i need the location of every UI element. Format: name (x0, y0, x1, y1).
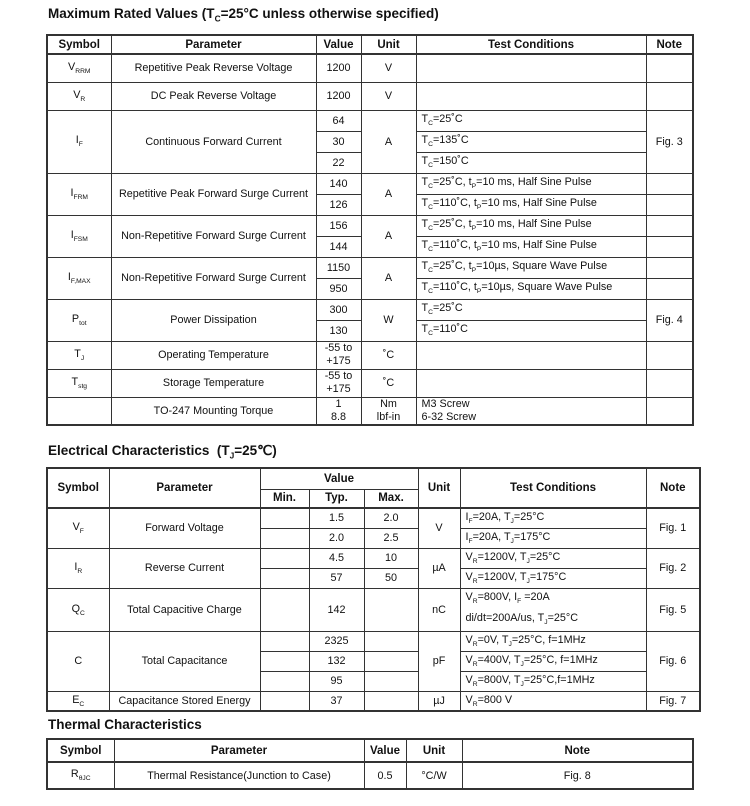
col-header-unit: Unit (418, 468, 460, 508)
value-cell: 64 (316, 110, 361, 131)
test-conditions-cell (416, 397, 646, 425)
test-conditions-cell: $T_C=110˚C$ (416, 320, 646, 341)
table-row (47, 508, 700, 528)
value-cell: 156 (316, 215, 361, 236)
symbol-cell: $E_C$ (47, 691, 109, 711)
parameter-cell: Forward Voltage (109, 508, 260, 548)
min-cell (260, 568, 309, 588)
parameter-cell: Reverse Current (109, 548, 260, 588)
unit-cell (361, 397, 416, 425)
unit-cell: nC (418, 588, 460, 631)
typ-cell: 2.0 (309, 528, 364, 548)
test-conditions-cell: $T_C=25˚C$, $t_P=10\mu s$, Square Wave Pulse (416, 257, 646, 278)
typ-cell: 142 (309, 588, 364, 631)
unit-cell: W (361, 299, 416, 341)
note-cell: Fig. 4 (646, 299, 693, 341)
max-cell: 2.5 (364, 528, 418, 548)
value-line-2: +175 (326, 355, 351, 367)
value-cell: 950 (316, 278, 361, 299)
unit-cell: A (361, 110, 416, 173)
test-conditions-cell: $T_C=25˚C$, $t_P=10$ ms, Half Sine Pulse (416, 215, 646, 236)
unit-cell: A (361, 257, 416, 299)
col-header-parameter: Parameter (109, 468, 260, 508)
parameter-cell: Repetitive Peak Reverse Voltage (111, 54, 316, 82)
col-header-symbol: Symbol (47, 468, 109, 508)
value-cell: 126 (316, 194, 361, 215)
min-cell (260, 671, 309, 691)
note-cell (646, 278, 693, 299)
symbol-cell: $I_F$ (47, 110, 111, 173)
unit-cell: V (361, 54, 416, 82)
symbol-cell: $T_{stg}$ (47, 369, 111, 397)
col-header-parameter: Parameter (114, 739, 364, 762)
max-cell (364, 631, 418, 651)
unit-cell: µJ (418, 691, 460, 711)
col-header-unit: Unit (406, 739, 462, 762)
unit-cell: °C/W (406, 762, 462, 789)
unit-cell: pF (418, 631, 460, 691)
value-cell: 300 (316, 299, 361, 320)
test-conditions-cell: $V_R=1200V$, $T_J=175^\circ C$ (460, 568, 646, 588)
symbol-cell: $P_{tot}$ (47, 299, 111, 341)
table-row (47, 548, 700, 568)
note-cell (646, 82, 693, 110)
parameter-cell: Continuous Forward Current (111, 110, 316, 173)
value-line-2: +175 (326, 383, 351, 395)
unit-cell: V (418, 508, 460, 548)
note-cell: Fig. 2 (646, 548, 700, 588)
test-conditions-cell: $T_C=25˚C$ (416, 299, 646, 320)
typ-cell: 1.5 (309, 508, 364, 528)
unit-cell: ˚C (361, 341, 416, 369)
value-cell: 30 (316, 131, 361, 152)
value-cell: 1200 (316, 82, 361, 110)
min-cell (260, 651, 309, 671)
value-cell: 144 (316, 236, 361, 257)
note-cell: Fig. 3 (646, 110, 693, 173)
col-header-note: Note (646, 35, 693, 54)
value-cell: 0.5 (364, 762, 406, 789)
note-cell: Fig. 5 (646, 588, 700, 631)
col-header-value: Value (316, 35, 361, 54)
value-line-1: 1 (335, 397, 342, 410)
max-cell: 2.0 (364, 508, 418, 528)
note-cell (646, 215, 693, 236)
typ-cell: 4.5 (309, 548, 364, 568)
value-line-1: -55 to (324, 342, 353, 354)
note-cell: Fig. 1 (646, 508, 700, 548)
max-cell: 50 (364, 568, 418, 588)
value-cell: 1150 (316, 257, 361, 278)
note-cell (646, 369, 693, 397)
col-header-test-conditions: Test Conditions (416, 35, 646, 54)
symbol-cell: $V_R$ (47, 82, 111, 110)
table-row (47, 299, 693, 320)
symbol-cell: $R_{\theta JC}$ (47, 762, 114, 789)
test-conditions-cell: $T_C=110˚C$, $t_P=10$ ms, Half Sine Pulse (416, 236, 646, 257)
test-conditions-cell: $I_F=20A$, $T_J=25^\circ C$ (460, 508, 646, 528)
condition-line-1: M3 Screw (421, 397, 470, 410)
col-header-test-conditions: Test Conditions (460, 468, 646, 508)
col-header-value: Value (260, 468, 418, 489)
table-row (47, 82, 693, 110)
parameter-cell: Power Dissipation (111, 299, 316, 341)
test-conditions-cell: $V_R=0V$, $T_J=25^\circ C$, f=1MHz (460, 631, 646, 651)
parameter-cell: DC Peak Reverse Voltage (111, 82, 316, 110)
condition-line-2: 6-32 Screw (421, 410, 477, 423)
condition-line-2: di/dt=200A/us, $T_J=25^\circ C$ (465, 611, 579, 626)
note-cell (646, 194, 693, 215)
test-conditions-cell: $T_C=110˚C$, $t_P=10$ ms, Half Sine Pulse (416, 194, 646, 215)
symbol-cell: $T_J$ (47, 341, 111, 369)
value-cell (316, 397, 361, 425)
note-cell: Fig. 6 (646, 631, 700, 691)
col-header-symbol: Symbol (47, 739, 114, 762)
note-cell: Fig. 8 (462, 762, 693, 789)
symbol-cell: $I_{FRM}$ (47, 173, 111, 215)
parameter-cell: Operating Temperature (111, 341, 316, 369)
symbol-cell: $I_R$ (47, 548, 109, 588)
min-cell (260, 588, 309, 631)
table-row (47, 762, 693, 789)
value-cell: 130 (316, 320, 361, 341)
max-cell (364, 671, 418, 691)
value-line-2: 8.8 (330, 410, 346, 423)
unit-cell: µA (418, 548, 460, 588)
unit-cell: A (361, 215, 416, 257)
test-conditions-cell (416, 82, 646, 110)
parameter-cell: Non-Repetitive Forward Surge Current (111, 215, 316, 257)
col-header-typ: Typ. (309, 489, 364, 508)
symbol-cell: $I_{FSM}$ (47, 215, 111, 257)
test-conditions-cell: $V_R=1200V$, $T_J=25^\circ C$ (460, 548, 646, 568)
value-cell (316, 369, 361, 397)
parameter-cell: Capacitance Stored Energy (109, 691, 260, 711)
table-row (47, 257, 693, 278)
note-cell (646, 236, 693, 257)
typ-cell: 132 (309, 651, 364, 671)
symbol-cell: $V_F$ (47, 508, 109, 548)
test-conditions-cell: $T_C=25˚C$, $t_P=10$ ms, Half Sine Pulse (416, 173, 646, 194)
unit-cell: V (361, 82, 416, 110)
test-conditions-cell (416, 341, 646, 369)
value-line-1: -55 to (324, 370, 353, 382)
min-cell (260, 631, 309, 651)
typ-cell: 95 (309, 671, 364, 691)
min-cell (260, 691, 309, 711)
table-maximum-rated-values (46, 34, 694, 426)
note-cell (646, 257, 693, 278)
unit-line-1: Nm (380, 397, 397, 410)
col-header-min: Min. (260, 489, 309, 508)
min-cell (260, 548, 309, 568)
table-electrical-characteristics (46, 467, 701, 712)
symbol-cell: $V_{RRM}$ (47, 54, 111, 82)
max-cell (364, 588, 418, 631)
table-row (47, 691, 700, 711)
table-row (47, 588, 700, 631)
value-cell: 140 (316, 173, 361, 194)
parameter-cell: Storage Temperature (111, 369, 316, 397)
col-header-parameter: Parameter (111, 35, 316, 54)
note-cell (646, 341, 693, 369)
test-conditions-cell: $T_C=25˚C$ (416, 110, 646, 131)
parameter-cell: Repetitive Peak Forward Surge Current (111, 173, 316, 215)
parameter-cell: Total Capacitance (109, 631, 260, 691)
test-conditions-cell: $T_C=110˚C$, $t_P=10\mu s$, Square Wave Pulse (416, 278, 646, 299)
note-cell (646, 397, 693, 425)
test-conditions-cell: $I_F=20A$, $T_J=175^\circ C$ (460, 528, 646, 548)
typ-cell: 57 (309, 568, 364, 588)
max-cell (364, 651, 418, 671)
condition-line-1: $V_R=800V$, $I_F =20A$ (465, 590, 550, 605)
test-conditions-cell: $V_R=800$ V (460, 691, 646, 711)
test-conditions-cell: $T_C=135˚C$ (416, 131, 646, 152)
col-header-value: Value (364, 739, 406, 762)
note-cell (646, 54, 693, 82)
col-header-note: Note (462, 739, 693, 762)
table-row (47, 54, 693, 82)
note-cell (646, 173, 693, 194)
table-row (47, 631, 700, 651)
parameter-cell: TO-247 Mounting Torque (111, 397, 316, 425)
col-header-max: Max. (364, 489, 418, 508)
unit-cell: A (361, 173, 416, 215)
unit-line-2: lbf-in (376, 410, 401, 423)
section-title-thermal-characteristics: Thermal Characteristics (48, 717, 202, 732)
max-cell (364, 691, 418, 711)
typ-cell: 2325 (309, 631, 364, 651)
symbol-cell (47, 397, 111, 425)
test-conditions-cell: $V_R=400V$, $T_J=25^\circ C$, f=1MHz (460, 651, 646, 671)
table-thermal-characteristics (46, 738, 694, 790)
symbol-cell: $Q_C$ (47, 588, 109, 631)
col-header-symbol: Symbol (47, 35, 111, 54)
max-cell: 10 (364, 548, 418, 568)
parameter-cell: Non-Repetitive Forward Surge Current (111, 257, 316, 299)
min-cell (260, 508, 309, 528)
test-conditions-cell (416, 54, 646, 82)
parameter-cell: Total Capacitive Charge (109, 588, 260, 631)
section-title-maximum-rated-values: Maximum Rated Values ($T_C=25^\circ C$ unless otherwise specified) (48, 6, 439, 24)
symbol-cell: $I_{F,MAX}$ (47, 257, 111, 299)
value-cell: 22 (316, 152, 361, 173)
col-header-unit: Unit (361, 35, 416, 54)
table-row (47, 397, 693, 425)
test-conditions-cell (416, 369, 646, 397)
value-cell: 1200 (316, 54, 361, 82)
typ-cell: 37 (309, 691, 364, 711)
table-row (47, 215, 693, 236)
table-row (47, 173, 693, 194)
table-row (47, 110, 693, 131)
parameter-cell: Thermal Resistance(Junction to Case) (114, 762, 364, 789)
value-cell (316, 341, 361, 369)
test-conditions-cell (460, 588, 646, 631)
min-cell (260, 528, 309, 548)
col-header-note: Note (646, 468, 700, 508)
test-conditions-cell: $T_C=150˚C$ (416, 152, 646, 173)
note-cell: Fig. 7 (646, 691, 700, 711)
table-row (47, 341, 693, 369)
test-conditions-cell: $V_R=800V$, $T_J=25^\circ C,f=1MHz$ (460, 671, 646, 691)
unit-cell: ˚C (361, 369, 416, 397)
table-row (47, 369, 693, 397)
section-title-electrical-characteristics: Electrical Characteristics $(T_J=25℃)$ (48, 443, 277, 461)
symbol-cell: C (47, 631, 109, 691)
